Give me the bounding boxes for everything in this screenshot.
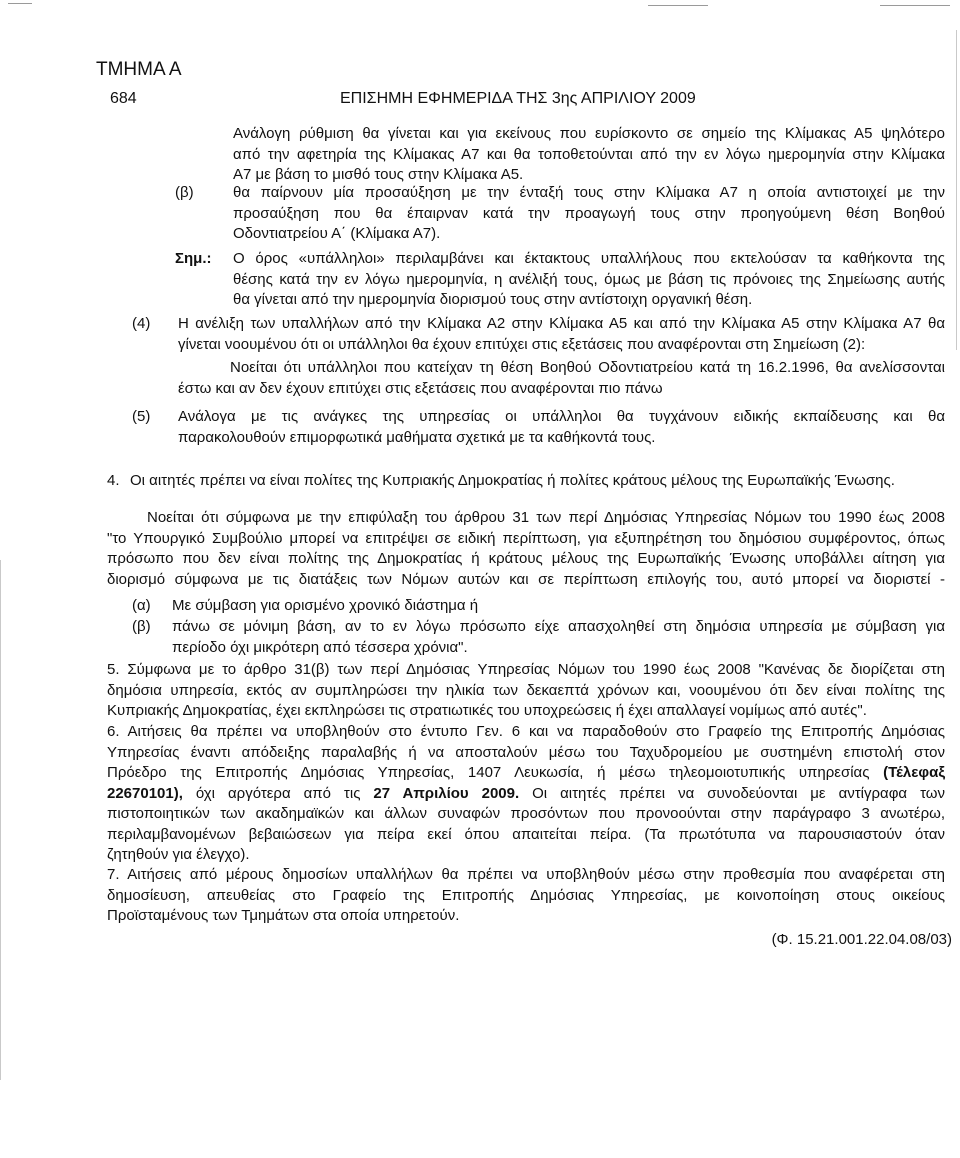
section4-heading: Οι αιτητές πρέπει να είναι πολίτες της Κυπριακής Δημοκρατίας ή πολίτες κράτους μέλους της Ευρωπαϊκής Ένωσης.: [130, 472, 895, 489]
text-line: Νοείται ότι υπάλληλοι που κατείχαν τη θέση Βοηθού Οδοντιατρείου κατά τη 16.2.1996, θα ανελίσσονται: [230, 359, 945, 376]
fax-number: 22670101),: [107, 784, 183, 802]
text-line: Ανάλογη ρύθμιση θα γίνεται και για εκείνους που ευρίσκοντο σε σημείο της Κλίμακας Α5 ψηλότερο: [233, 125, 945, 142]
item-label: (α): [132, 597, 151, 614]
text-span: Οι αιτητές πρέπει να συνοδεύονται με αντίγραφα των: [519, 784, 945, 802]
scan-edge: [0, 560, 1, 1080]
text-line: θα γίνεται από την ημερομηνία διορισμού τους στην αντίστοιχη οργανική θέση.: [233, 291, 753, 308]
item-label: (β): [175, 184, 194, 201]
page-number: 684: [110, 90, 137, 107]
section-title: ΤΜΗΜΑ Α: [96, 59, 182, 80]
text-line: πάνω σε μόνιμη βάση, αν το εν λόγω πρόσωπο είχε απασχοληθεί στη δημόσια υπηρεσία με σύμβαση για: [172, 618, 945, 635]
note-label: Σημ.:: [175, 250, 212, 267]
scan-mark: [8, 3, 32, 4]
intro-paragraph: [233, 124, 945, 186]
text-line: από την αφετηρία της Κλίμακας Α7 και θα τοποθετούνται από την εν λόγω ημερομηνία στην Κλίμακα: [233, 145, 945, 163]
text-line: [107, 784, 945, 805]
section5-paragraph: [107, 660, 945, 722]
text-line: δημοσίευση, απευθείας στο Γραφείο της Επιτροπής Δημόσιας Υπηρεσίας, με κοινοποίηση στους οικείους: [107, 886, 945, 904]
scan-edge: [956, 30, 957, 350]
text-line: δημόσια υπηρεσία, εκτός αν συμπληρώσει την ηλικία των δεκαεπτά χρόνων και, νοουμένου ότι δεν είναι πολίτης της: [107, 681, 945, 699]
text-line: θέσης κατά την εν λόγω ημερομηνία, η ανέλιξή τους, όμως με βάση τις πρόνοιες της Σημείωσης αυτής: [233, 270, 945, 288]
beta-paragraph: [233, 183, 945, 245]
text-line: Η ανέλιξη των υπαλλήλων από την Κλίμακα Α2 στην Κλίμακα Α5 και από την Κλίμακα Α5 στην Κλίμακα Α7 θα: [178, 315, 945, 332]
item4-paragraph: [178, 314, 945, 355]
text-line: Υπηρεσίας έναντι απόδειξης παραλαβής ή να αποσταλούν μέσω του Ταχυδρομείου με συστημένη επιστολή στον: [107, 743, 945, 761]
text-line: 7. Αιτήσεις από μέρους δημοσίων υπαλλήλων θα πρέπει να υποβληθούν μέσω στην προθεσμία που αναφέρεται στη: [107, 866, 945, 883]
text-line: περίοδο όχι μικρότερη από τέσσερα χρόνια".: [172, 638, 468, 656]
text-line: διορισμό σύμφωνα με τις διατάξεις των Νόμων αυτών και σε περίπτωση επιλογής του, αυτό μπορεί να διοριστεί -: [107, 570, 945, 588]
section6-paragraph: [107, 722, 945, 866]
text-line: έστω και αν δεν έχουν επιτύχει στις εξετάσεις που αναφέρονται πιο πάνω: [178, 379, 663, 397]
text-line: Ο όρος «υπάλληλοι» περιλαμβάνει και έκτακτους υπαλλήλους που εκτελούσαν τα καθήκοντα της: [233, 250, 945, 267]
item-label: (5): [132, 408, 151, 425]
text-line: "το Υπουργικό Συμβούλιο μπορεί να επιτρέψει σε ειδική περίπτωση, για εξυπηρέτηση του δημόσιου συμφέροντος, όπως: [107, 529, 945, 547]
section-number: 4.: [107, 472, 120, 489]
item4-proviso: [178, 358, 945, 399]
item-label: (β): [132, 618, 151, 635]
fax-label: (Τέλεφαξ: [883, 764, 945, 781]
gazette-title: ΕΠΙΣΗΜΗ ΕΦΗΜΕΡΙΔΑ ΤΗΣ 3ης ΑΠΡΙΛΙΟΥ 2009: [340, 90, 696, 107]
text-line: Ανάλογα με τις ανάγκες της υπηρεσίας οι υπάλληλοι θα τυγχάνουν ειδικής εκπαίδευσης και θα: [178, 408, 945, 425]
text-line: Κυπριακής Δημοκρατίας, έχει εκπληρώσει τις στρατιωτικές του υποχρεώσεις ή έχει απαλλαγεί νομίμως από αυτές".: [107, 702, 867, 719]
text-line: περιλαμβανομένων βεβαιώσεων για πείρα εκεί όπου απαιτείται πείρα. (Τα πρωτότυπα να παρουσιαστούν όταν: [107, 825, 945, 843]
text-line: [107, 763, 945, 784]
text-span: Πρόεδρο της Επιτροπής Δημόσιας Υπηρεσίας, 1407 Λευκωσία, ή μέσω τηλεομοιοτυπικής υπηρεσίας: [107, 764, 884, 781]
section7-paragraph: [107, 865, 945, 927]
item-text: Με σύμβαση για ορισμένο χρονικό διάστημα ή: [172, 597, 479, 614]
text-span: όχι αργότερα από τις: [182, 784, 374, 802]
text-line: πρόσωπο που δεν είναι πολίτης της Δημοκρατίας ή κράτους μέλους της Ευρωπαϊκής Ένωσης υποβάλλει αίτηση για: [107, 550, 945, 567]
file-reference: (Φ. 15.21.001.22.04.08/03): [771, 931, 952, 948]
scan-mark: [648, 5, 708, 6]
text-line: Προϊσταμένους των Τμημάτων στα οποία υπηρετούν.: [107, 907, 460, 924]
scan-mark: [880, 5, 950, 6]
text-line: γίνεται νοουμένου ότι οι υπάλληλοι θα έχουν επιτύχει στις εξετάσεις που αναφέρονται στη Σημείωση (2):: [178, 335, 866, 353]
section4-proviso: [107, 508, 945, 590]
deadline-date: 27 Απριλίου 2009.: [373, 784, 520, 802]
text-line: 6. Αιτήσεις θα πρέπει να υποβληθούν στο έντυπο Γεν. 6 και να παραδοθούν στο Γραφείο της Επιτροπής Δημόσιας: [107, 723, 945, 740]
text-line: πιστοποιητικών των ακαδημαϊκών και άλλων συναφών προσόντων που προνοούνται στην παράγραφο 3 ανωτέρω,: [107, 805, 945, 822]
text-line: Οδοντιατρείου Α΄ (Κλίμακα Α7).: [233, 225, 441, 242]
item5-paragraph: [178, 407, 945, 448]
text-line: Νοείται ότι σύμφωνα με την επιφύλαξη του άρθρου 31 των περί Δημόσιας Υπηρεσίας Νόμων του 1990 έως 2008: [147, 509, 945, 526]
text-line: 5. Σύμφωνα με το άρθρο 31(β) των περί Δημόσιας Υπηρεσίας Νόμων του 1990 έως 2008 "Κανένας δε διορίζεται στη: [107, 661, 945, 678]
text-line: θα παίρνουν μία προσαύξηση με την ένταξή τους στην Κλίμακα Α7 η οποία αντιστοιχεί με την: [233, 184, 945, 201]
text-line: Α7 με βάση το μισθό τους στην Κλίμακα Α5.: [233, 166, 524, 183]
item-label: (4): [132, 315, 151, 332]
item-text: [172, 617, 945, 658]
note-paragraph: [233, 249, 945, 311]
text-line: προσαύξηση που θα έπαιρναν κατά την προαγωγή τους στην προηγούμενη θέση Βοηθού: [233, 204, 945, 222]
text-line: ζητηθούν για έλεγχο).: [107, 846, 250, 863]
text-line: παρακολουθούν επιμορφωτικά μαθήματα σχετικά με τα καθήκοντά τους.: [178, 428, 656, 446]
